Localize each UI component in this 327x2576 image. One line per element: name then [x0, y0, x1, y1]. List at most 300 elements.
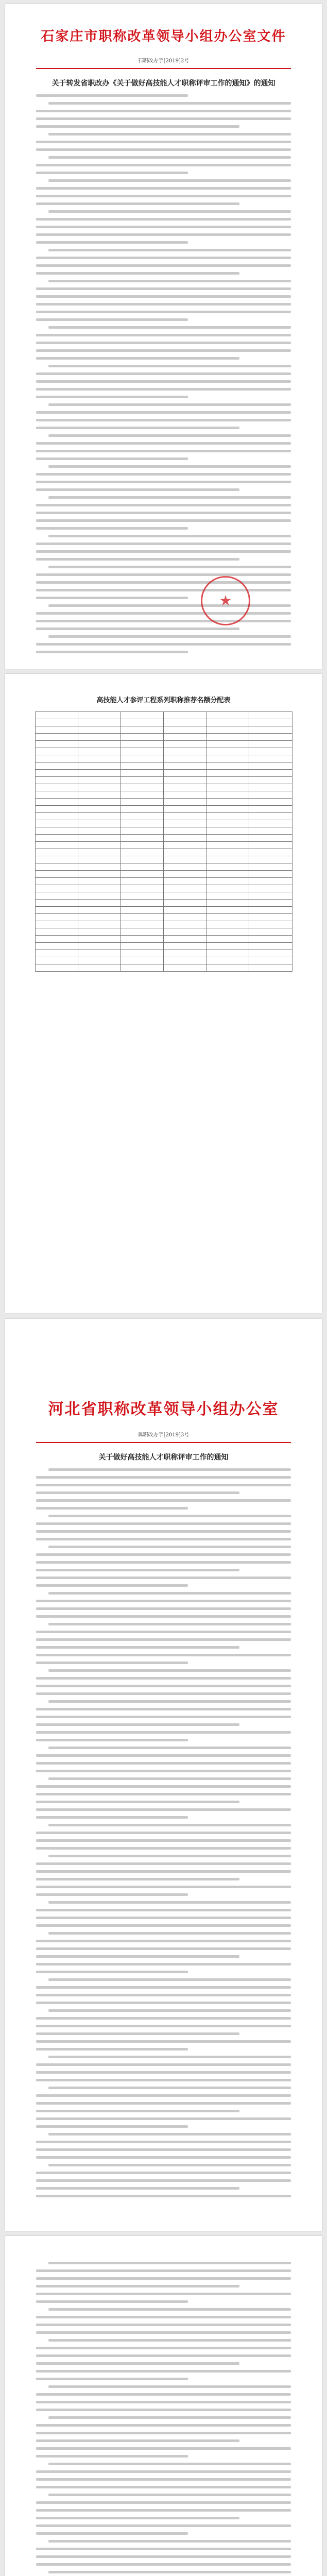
table-row — [35, 791, 292, 799]
table-cell — [121, 914, 163, 921]
text-line — [36, 1476, 291, 1479]
text-line — [36, 2470, 291, 2473]
table-cell — [121, 950, 163, 957]
table-cell — [249, 878, 292, 885]
text-line — [36, 1538, 291, 1540]
table-cell — [78, 885, 121, 892]
table-cell — [78, 770, 121, 777]
text-line — [48, 1669, 291, 1672]
table-cell — [163, 914, 206, 921]
table-cell — [121, 748, 163, 755]
table-cell — [163, 936, 206, 943]
text-line — [36, 1723, 239, 1726]
table-cell — [35, 914, 78, 921]
table-cell — [206, 842, 249, 849]
table-cell — [163, 878, 206, 885]
table-cell — [121, 936, 163, 943]
text-line — [48, 1700, 291, 1703]
table-cell — [78, 878, 121, 885]
text-line — [36, 1654, 291, 1656]
table-cell — [78, 806, 121, 813]
text-line — [36, 1801, 239, 1803]
text-line — [36, 1716, 291, 1718]
table-cell — [163, 907, 206, 914]
table-cell — [249, 813, 292, 820]
table-cell — [206, 849, 249, 856]
text-line — [36, 2117, 291, 2120]
text-line — [48, 1546, 291, 1548]
table-cell — [121, 928, 163, 936]
text-line — [36, 1685, 291, 1687]
text-line — [48, 2308, 291, 2311]
table-row — [35, 827, 292, 835]
table-cell — [206, 726, 249, 734]
text-line — [48, 2463, 291, 2465]
text-line — [36, 1522, 291, 1525]
table-cell — [35, 964, 78, 972]
table-cell — [121, 762, 163, 770]
table-cell — [121, 827, 163, 835]
text-line — [36, 1947, 291, 1950]
document-page-3 — [5, 1319, 322, 2231]
table-cell — [78, 943, 121, 950]
table-cell — [206, 943, 249, 950]
text-line — [36, 2102, 291, 2105]
table-cell — [121, 770, 163, 777]
table-row — [35, 734, 292, 741]
text-line — [36, 1994, 291, 1996]
text-line — [36, 2156, 291, 2159]
table-row — [35, 784, 292, 791]
text-line — [36, 1893, 188, 1896]
table-cell — [206, 936, 249, 943]
text-line — [36, 2017, 291, 2020]
table-cell — [249, 936, 292, 943]
table-cell — [163, 726, 206, 734]
text-line — [48, 1932, 291, 1935]
table-cell — [163, 849, 206, 856]
text-line — [48, 1855, 291, 1857]
table-row — [35, 748, 292, 755]
table-cell — [35, 871, 78, 878]
table-cell — [78, 964, 121, 972]
table-cell — [121, 813, 163, 820]
text-line — [36, 1862, 291, 1865]
table-cell — [35, 726, 78, 734]
red-divider — [36, 68, 291, 69]
text-line — [36, 2293, 291, 2295]
text-line — [48, 2056, 291, 2058]
table-cell — [163, 813, 206, 820]
table-row — [35, 950, 292, 957]
table-cell — [163, 741, 206, 748]
table-cell — [249, 950, 292, 957]
table-cell — [163, 827, 206, 835]
table-row — [35, 726, 292, 734]
table-row — [35, 907, 292, 914]
table-cell — [35, 943, 78, 950]
text-line — [48, 2494, 291, 2496]
text-line — [36, 2424, 291, 2427]
table-cell — [249, 791, 292, 799]
table-cell — [249, 957, 292, 964]
table-cell — [163, 791, 206, 799]
text-line — [36, 2524, 291, 2527]
table-row — [35, 770, 292, 777]
table-cell — [35, 842, 78, 849]
table-cell — [121, 806, 163, 813]
body-text-block — [5, 2236, 322, 2576]
table-cell — [78, 936, 121, 943]
table-cell — [78, 871, 121, 878]
table-cell — [206, 777, 249, 784]
text-line — [36, 2025, 291, 2027]
table-cell — [249, 900, 292, 907]
table-cell — [121, 892, 163, 900]
text-line — [36, 1917, 291, 1919]
table-cell — [206, 741, 249, 748]
table-cell — [121, 734, 163, 741]
text-line — [36, 2447, 291, 2450]
text-line — [36, 1955, 239, 1958]
table-cell — [35, 791, 78, 799]
table-cell — [249, 849, 292, 856]
table-cell — [78, 900, 121, 907]
table-cell — [121, 835, 163, 842]
text-line — [36, 1553, 291, 1556]
table-row — [35, 957, 292, 964]
table-cell — [206, 791, 249, 799]
table-cell — [35, 957, 78, 964]
table-cell — [163, 748, 206, 755]
red-divider — [36, 1442, 291, 1443]
table-cell — [163, 900, 206, 907]
table-cell — [121, 712, 163, 719]
table-cell — [206, 813, 249, 820]
table-cell — [206, 964, 249, 972]
table-cell — [249, 856, 292, 863]
table-cell — [163, 921, 206, 928]
text-line — [36, 1963, 291, 1965]
table-cell — [206, 712, 249, 719]
text-line — [36, 1484, 291, 1486]
text-line — [36, 1569, 239, 1571]
text-line — [36, 2439, 239, 2442]
text-line — [36, 2486, 291, 2488]
text-line — [36, 2478, 291, 2481]
table-cell — [249, 755, 292, 762]
table-cell — [249, 863, 292, 871]
table-cell — [35, 748, 78, 755]
text-line — [36, 2079, 291, 2081]
table-cell — [206, 863, 249, 871]
body-text-block — [5, 94, 322, 653]
table-cell — [163, 856, 206, 863]
table-cell — [78, 827, 121, 835]
table-cell — [163, 957, 206, 964]
table-cell — [206, 762, 249, 770]
text-line — [36, 1739, 188, 1741]
table-row — [35, 921, 292, 928]
table-row — [35, 914, 292, 921]
document-page-1 — [5, 4, 322, 669]
text-line — [48, 2416, 291, 2419]
text-line — [36, 2277, 291, 2280]
text-line — [36, 2032, 239, 2035]
table-cell — [35, 741, 78, 748]
table-cell — [163, 719, 206, 726]
document-number: 石职改办字[2019]2号 — [137, 58, 190, 64]
table-cell — [35, 907, 78, 914]
table-cell — [121, 842, 163, 849]
text-line — [36, 1793, 291, 1795]
text-line — [36, 2455, 188, 2458]
table-row — [35, 964, 292, 972]
table-cell — [249, 770, 292, 777]
text-line — [36, 2195, 291, 2197]
table-cell — [78, 928, 121, 936]
text-line — [36, 2324, 291, 2326]
text-line — [36, 1832, 291, 1834]
table-cell — [78, 755, 121, 762]
table-cell — [206, 827, 249, 835]
table-cell — [249, 914, 292, 921]
table-cell — [78, 921, 121, 928]
table-cell — [35, 806, 78, 813]
table-cell — [249, 719, 292, 726]
text-line — [48, 1978, 291, 1981]
text-line — [36, 1940, 291, 1942]
official-seal-icon — [201, 576, 250, 625]
table-cell — [121, 741, 163, 748]
text-line — [36, 2172, 291, 2174]
table-cell — [35, 755, 78, 762]
text-line — [36, 1607, 291, 1610]
text-line — [48, 1901, 291, 1904]
text-line — [36, 1762, 291, 1765]
table-cell — [249, 835, 292, 842]
table-cell — [35, 799, 78, 806]
table-cell — [121, 799, 163, 806]
table-cell — [121, 863, 163, 871]
table-cell — [35, 719, 78, 726]
table-row — [35, 878, 292, 885]
document-heading: 关于转发省职改办《关于做好高技能人才职称评审工作的通知》的通知 — [51, 79, 276, 88]
table-cell — [249, 928, 292, 936]
text-line — [48, 2385, 291, 2388]
text-line — [36, 2331, 291, 2334]
table-cell — [121, 871, 163, 878]
text-line — [36, 1886, 291, 1888]
table-cell — [163, 784, 206, 791]
table-cell — [163, 755, 206, 762]
table-cell — [206, 892, 249, 900]
table-cell — [249, 871, 292, 878]
table-cell — [35, 835, 78, 842]
table-row — [35, 871, 292, 878]
table-cell — [35, 950, 78, 957]
table-cell — [249, 726, 292, 734]
text-line — [36, 1708, 291, 1710]
document-heading: 关于做好高技能人才职称评审工作的通知 — [98, 1453, 229, 1462]
table-cell — [121, 849, 163, 856]
table-cell — [78, 835, 121, 842]
table-cell — [163, 712, 206, 719]
text-line — [36, 2354, 291, 2357]
text-line — [36, 1492, 239, 1494]
text-line — [36, 2187, 239, 2190]
text-line — [36, 2432, 291, 2434]
table-cell — [249, 748, 292, 755]
table-cell — [249, 820, 292, 827]
text-line — [36, 1770, 291, 1772]
table-cell — [35, 928, 78, 936]
document-red-header: 石家庄市职称改革领导小组办公室文件 — [41, 29, 286, 44]
table-row — [35, 741, 292, 748]
table-cell — [78, 726, 121, 734]
text-line — [36, 2285, 239, 2287]
table-cell — [163, 964, 206, 972]
text-line — [36, 1584, 188, 1587]
text-line — [36, 1631, 291, 1633]
text-line — [36, 2316, 291, 2318]
table-row — [35, 936, 292, 943]
table-cell — [206, 950, 249, 957]
table-cell — [206, 820, 249, 827]
text-line — [48, 2133, 291, 2136]
table-row — [35, 777, 292, 784]
table-cell — [206, 957, 249, 964]
allocation-table — [35, 711, 292, 972]
table-cell — [206, 835, 249, 842]
text-line — [48, 2571, 291, 2573]
text-line — [36, 1847, 291, 1850]
table-cell — [121, 755, 163, 762]
table-cell — [35, 900, 78, 907]
table-row — [35, 885, 292, 892]
table-cell — [163, 885, 206, 892]
text-line — [36, 1839, 291, 1842]
table-cell — [121, 964, 163, 972]
table-row — [35, 813, 292, 820]
table-cell — [78, 914, 121, 921]
table-cell — [78, 892, 121, 900]
table-cell — [35, 712, 78, 719]
text-line — [36, 1507, 188, 1510]
text-line — [48, 2339, 291, 2342]
text-line — [36, 1677, 291, 1680]
table-cell — [206, 755, 249, 762]
text-line — [36, 2125, 188, 2128]
table-cell — [206, 914, 249, 921]
document-page-4 — [5, 2236, 322, 2576]
table-row — [35, 719, 292, 726]
text-line — [36, 2378, 188, 2380]
table-cell — [163, 762, 206, 770]
table-cell — [206, 885, 249, 892]
table-cell — [78, 719, 121, 726]
table-cell — [35, 921, 78, 928]
table-cell — [163, 871, 206, 878]
table-cell — [121, 943, 163, 950]
table-cell — [121, 907, 163, 914]
text-line — [36, 2269, 291, 2272]
text-line — [36, 2548, 291, 2550]
text-line — [36, 1692, 291, 1695]
table-cell — [249, 784, 292, 791]
table-cell — [206, 878, 249, 885]
text-line — [36, 2141, 291, 2143]
table-row — [35, 863, 292, 871]
table-cell — [249, 734, 292, 741]
table-cell — [35, 827, 78, 835]
text-line — [36, 2040, 291, 2043]
text-line — [36, 1646, 239, 1649]
table-row — [35, 849, 292, 856]
table-row — [35, 820, 292, 827]
text-line — [36, 2409, 291, 2411]
table-row — [35, 900, 292, 907]
text-line — [36, 2555, 291, 2558]
table-cell — [206, 806, 249, 813]
table-cell — [206, 748, 249, 755]
table-row — [35, 712, 292, 719]
table-cell — [249, 762, 292, 770]
table-cell — [121, 878, 163, 885]
text-line — [48, 1824, 291, 1826]
table-cell — [78, 741, 121, 748]
text-line — [36, 2063, 291, 2066]
table-cell — [163, 950, 206, 957]
table-row — [35, 755, 292, 762]
table-cell — [121, 820, 163, 827]
text-line — [36, 1870, 291, 1873]
text-line — [36, 2300, 188, 2303]
text-line — [36, 1924, 291, 1927]
text-line — [48, 1468, 291, 1471]
table-cell — [35, 762, 78, 770]
table-cell — [163, 806, 206, 813]
text-line — [36, 2517, 239, 2519]
table-cell — [78, 907, 121, 914]
table-cell — [78, 784, 121, 791]
text-line — [36, 2094, 291, 2097]
text-line — [36, 1530, 291, 1533]
text-line — [36, 2370, 291, 2372]
text-line — [36, 1638, 291, 1641]
text-line — [36, 1577, 291, 1579]
table-cell — [78, 950, 121, 957]
table-row — [35, 835, 292, 842]
table-cell — [249, 842, 292, 849]
table-cell — [163, 928, 206, 936]
table-cell — [78, 856, 121, 863]
text-line — [48, 1515, 291, 1517]
table-cell — [121, 921, 163, 928]
table-cell — [249, 885, 292, 892]
text-line — [36, 2148, 291, 2151]
table-cell — [78, 734, 121, 741]
table-cell — [121, 719, 163, 726]
document-page-2 — [5, 674, 322, 1313]
text-line — [36, 2401, 291, 2403]
table-cell — [206, 928, 249, 936]
table-row — [35, 943, 292, 950]
text-line — [48, 1747, 291, 1749]
table-cell — [249, 777, 292, 784]
text-line — [36, 2509, 291, 2512]
table-cell — [249, 741, 292, 748]
